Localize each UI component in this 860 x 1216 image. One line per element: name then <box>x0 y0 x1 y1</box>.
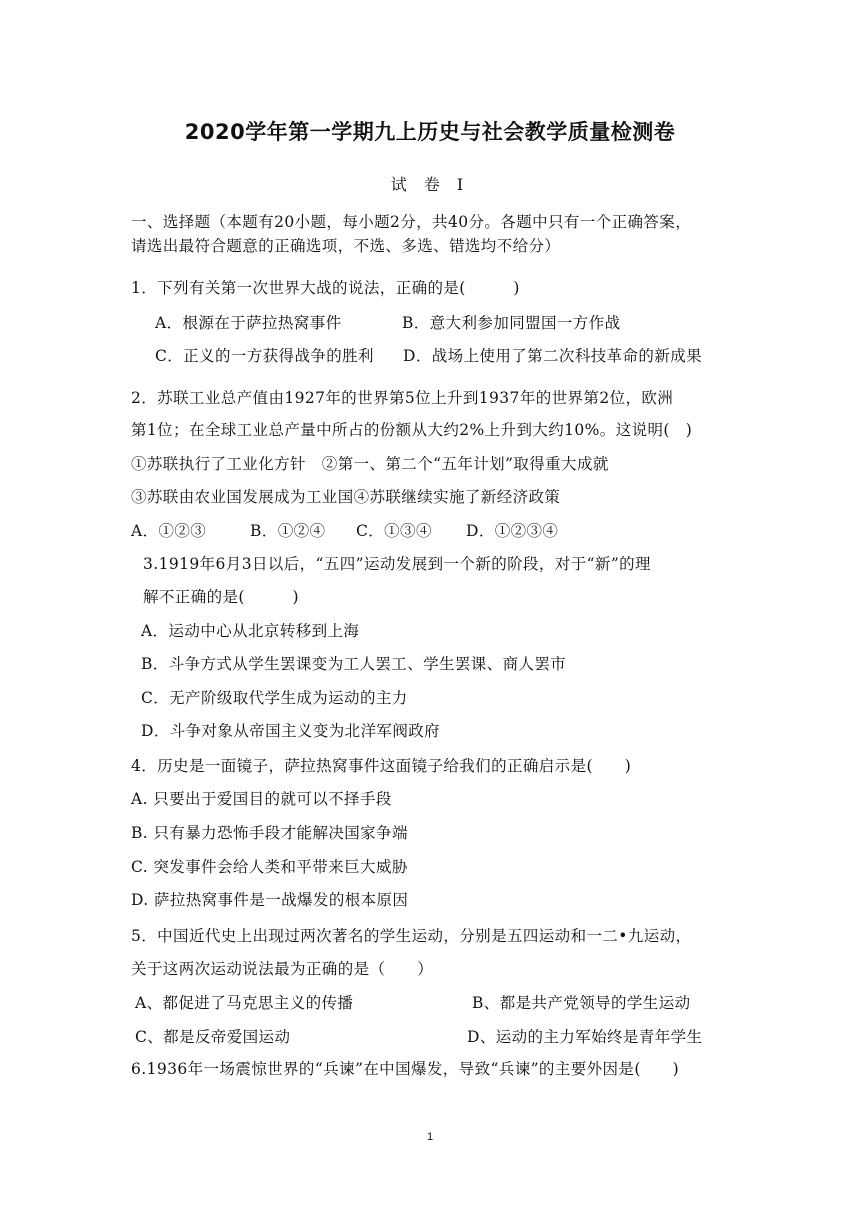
question-3-option-a: A．运动中心从北京转移到上海 <box>141 622 360 640</box>
question-2-stem-line-1: 2．苏联工业总产值由1927年的世界第5位上升到1937年的世界第2位，欧洲 <box>131 389 674 407</box>
question-4-option-a: A. 只要出于爱国目的就可以不择手段 <box>131 790 392 808</box>
page-number: 1 <box>426 1131 434 1143</box>
question-2-option-a: A．①②③ <box>131 522 207 540</box>
question-1-option-c: C．正义的一方获得战争的胜利 <box>155 347 374 365</box>
section-instructions-line-2: 请选出最符合题意的正确选项，不选、多选、错选均不给分） <box>131 237 561 255</box>
question-3-option-b: B．斗争方式从学生罢课变为工人罢工、学生罢课、商人罢市 <box>141 655 567 673</box>
question-5-option-a: A、都促进了马克思主义的传播 <box>135 994 354 1012</box>
question-2-stem-line-2: 第1位；在全球工业总产量中所占的份额从大约2%上升到大约10%。这说明( ) <box>131 421 693 439</box>
question-4-option-b: B. 只有暴力恐怖手段才能解决国家争端 <box>131 824 408 842</box>
question-5-option-c: C、都是反帝爱国运动 <box>135 1028 291 1046</box>
question-5-option-d: D、运动的主力军始终是青年学生 <box>467 1028 703 1046</box>
question-1-option-b: B．意大利参加同盟国一方作战 <box>402 314 621 332</box>
question-4-option-d: D. 萨拉热窝事件是一战爆发的根本原因 <box>131 891 409 909</box>
question-2-option-c: C．①③④ <box>356 522 432 540</box>
question-2-option-d: D．①②③④ <box>466 522 559 540</box>
paper-subtitle: 试 卷 I <box>390 175 470 194</box>
question-3-option-d: D．斗争对象从帝国主义变为北洋军阀政府 <box>141 722 441 740</box>
question-5-option-b: B、都是共产党领导的学生运动 <box>472 994 691 1012</box>
question-3-option-c: C．无产阶级取代学生成为运动的主力 <box>141 689 408 707</box>
question-2-statements-line-1: ①苏联执行了工业化方针 ②第一、第二个“五年计划”取得重大成就 <box>131 455 609 473</box>
question-4-option-c: C. 突发事件会给人类和平带来巨大威胁 <box>131 858 408 876</box>
section-instructions-line-1: 一、选择题（本题有20小题，每小题2分，共40分。各题中只有一个正确答案， <box>131 213 692 231</box>
question-1-option-a: A．根源在于萨拉热窝事件 <box>155 314 342 332</box>
question-5-stem-line-2: 关于这两次运动说法最为正确的是（ ） <box>131 960 434 978</box>
question-3-stem-line-2: 解不正确的是( ) <box>143 588 299 606</box>
question-2-option-b: B．①②④ <box>250 522 326 540</box>
question-4-stem: 4．历史是一面镜子，萨拉热窝事件这面镜子给我们的正确启示是( ) <box>131 757 632 775</box>
question-5-stem-line-1: 5．中国近代史上出现过两次著名的学生运动，分别是五四运动和一二•九运动， <box>131 927 692 945</box>
question-1-option-d: D．战场上使用了第二次科技革命的新成果 <box>403 347 703 365</box>
question-3-stem-line-1: 3.1919年6月3日以后，“五四”运动发展到一个新的阶段，对于“新”的理 <box>143 555 651 573</box>
exam-title: 2020学年第一学期九上历史与社会教学质量检测卷 <box>184 120 676 144</box>
question-6-stem: 6.1936年一场震惊世界的“兵谏”在中国爆发，导致“兵谏”的主要外因是( ) <box>131 1060 680 1078</box>
question-2-statements-line-2: ③苏联由农业国发展成为工业国④苏联继续实施了新经济政策 <box>131 488 561 506</box>
question-1-stem: 1．下列有关第一次世界大战的说法，正确的是( ) <box>131 279 520 297</box>
